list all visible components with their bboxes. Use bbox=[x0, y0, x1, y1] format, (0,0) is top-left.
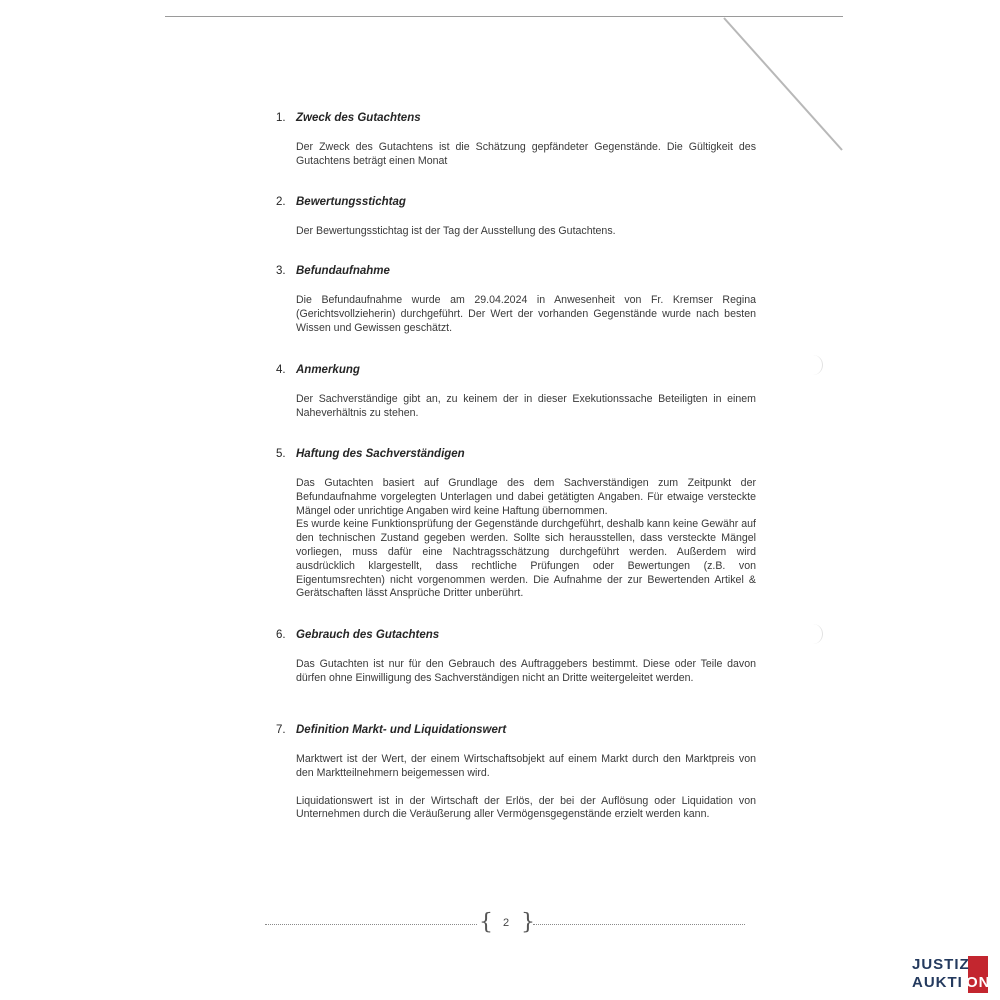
section-heading bbox=[276, 265, 756, 281]
section-number: 3. bbox=[276, 265, 286, 277]
section-body bbox=[296, 393, 756, 421]
section-title: Gebrauch des Gutachtens bbox=[296, 629, 440, 641]
paragraph: Liquidationswert ist in der Wirtschaft der Erlös, der bei der Auflösung oder Liquidation von Unternehmen durch die Veräußerung aller Vermögensgegenstände erzielt werden kann. bbox=[296, 794, 756, 821]
section-title: Zweck des Gutachtens bbox=[296, 112, 421, 124]
logo-line1: JUSTIZ bbox=[912, 956, 970, 973]
section-heading bbox=[276, 724, 756, 740]
footer-rule-right bbox=[533, 924, 745, 925]
section-3 bbox=[276, 265, 756, 335]
section-number: 4. bbox=[276, 364, 286, 376]
section-title: Befundaufnahme bbox=[296, 265, 390, 277]
section-heading bbox=[276, 364, 756, 380]
justiz-auktion-logo bbox=[912, 957, 990, 995]
section-body bbox=[296, 294, 756, 335]
section-title: Anmerkung bbox=[296, 364, 360, 376]
paragraph: Das Gutachten basiert auf Grundlage des dem Sachverständigen zum Zeitpunkt der Befundaufnahme vorgelegten Unterlagen und dabei getätigten Angaben. Für etwaige versteckte Mängel oder unrichtige Angaben wird keine Haftung übernommen. bbox=[296, 477, 756, 517]
paragraph: Die Befundaufnahme wurde am 29.04.2024 in Anwesenheit von Fr. Kremser Regina (Gerichtsvollzieherin) durchgeführt. Der Wert der vorhanden Gegenstände wurde nach besten Wissen und Gewissen geschätzt. bbox=[296, 294, 756, 334]
paragraph: Der Zweck des Gutachtens ist die Schätzung gepfändeter Gegenstände. Die Gültigkeit des Gutachtens beträgt einen Monat bbox=[296, 141, 756, 167]
section-number: 6. bbox=[276, 629, 286, 641]
paragraph: Marktwert ist der Wert, der einem Wirtschaftsobjekt auf einem Markt durch den Marktpreis von den Marktteilnehmern beigemessen wird. bbox=[296, 753, 756, 779]
footer-rule-left bbox=[265, 924, 477, 925]
section-6 bbox=[276, 629, 756, 686]
section-title: Definition Markt- und Liquidationswert bbox=[296, 724, 507, 736]
logo-line2 bbox=[912, 975, 963, 991]
section-heading bbox=[276, 448, 756, 464]
section-body bbox=[296, 658, 756, 686]
section-number: 2. bbox=[276, 196, 286, 208]
paragraph: Das Gutachten ist nur für den Gebrauch des Auftraggebers bestimmt. Diese oder Teile davon dürfen ohne Einwilligung des Sachverständigen nicht an Dritte weitergeleitet werden. bbox=[296, 658, 756, 684]
logo-line2-prefix: AUKTI bbox=[912, 974, 963, 991]
page-footer bbox=[265, 912, 745, 936]
logo-line2-highlight: ON bbox=[966, 974, 991, 991]
section-heading bbox=[276, 196, 756, 212]
footer-brace-right: } bbox=[521, 910, 535, 935]
paragraph: Der Sachverständige gibt an, zu keinem der in dieser Exekutionssache Beteiligten in einem Naheverhältnis zu stehen. bbox=[296, 393, 756, 419]
section-number: 5. bbox=[276, 448, 286, 460]
section-heading bbox=[276, 629, 756, 645]
section-body bbox=[296, 225, 756, 239]
footer-brace-left: { bbox=[479, 910, 493, 935]
section-1 bbox=[276, 112, 756, 169]
paragraph: Der Bewertungsstichtag ist der Tag der Ausstellung des Gutachtens. bbox=[296, 225, 616, 237]
section-number: 1. bbox=[276, 112, 286, 124]
section-heading bbox=[276, 112, 756, 128]
section-7 bbox=[276, 724, 756, 822]
section-4 bbox=[276, 364, 756, 421]
page-number: 2 bbox=[502, 917, 510, 929]
section-title: Haftung des Sachverständigen bbox=[296, 448, 465, 460]
section-body bbox=[296, 753, 756, 822]
section-2 bbox=[276, 196, 756, 239]
section-number: 7. bbox=[276, 724, 286, 736]
section-5 bbox=[276, 448, 756, 601]
section-body bbox=[296, 477, 756, 601]
section-body bbox=[296, 141, 756, 169]
section-title: Bewertungsstichtag bbox=[296, 196, 406, 208]
paragraph: Es wurde keine Funktionsprüfung der Gegenstände durchgeführt, deshalb kann keine Gewähr auf den technischen Zustand gegeben werden. Sollte sich herausstellen, dass versteckte Mängel vorliegen, muss dafür eine Nachtragsschätzung durchgeführt werden. Außerdem wird ausdrücklich klargestellt, dass rechtliche Prüfungen oder Bewertungen (z.B. von Eigentumsrechten) nicht vorgenommen werden. Die Aufnahme der zur Bewertenden Artikel & Gerätschaften lässt Ansprüche Dritter unberührt. bbox=[296, 518, 756, 600]
